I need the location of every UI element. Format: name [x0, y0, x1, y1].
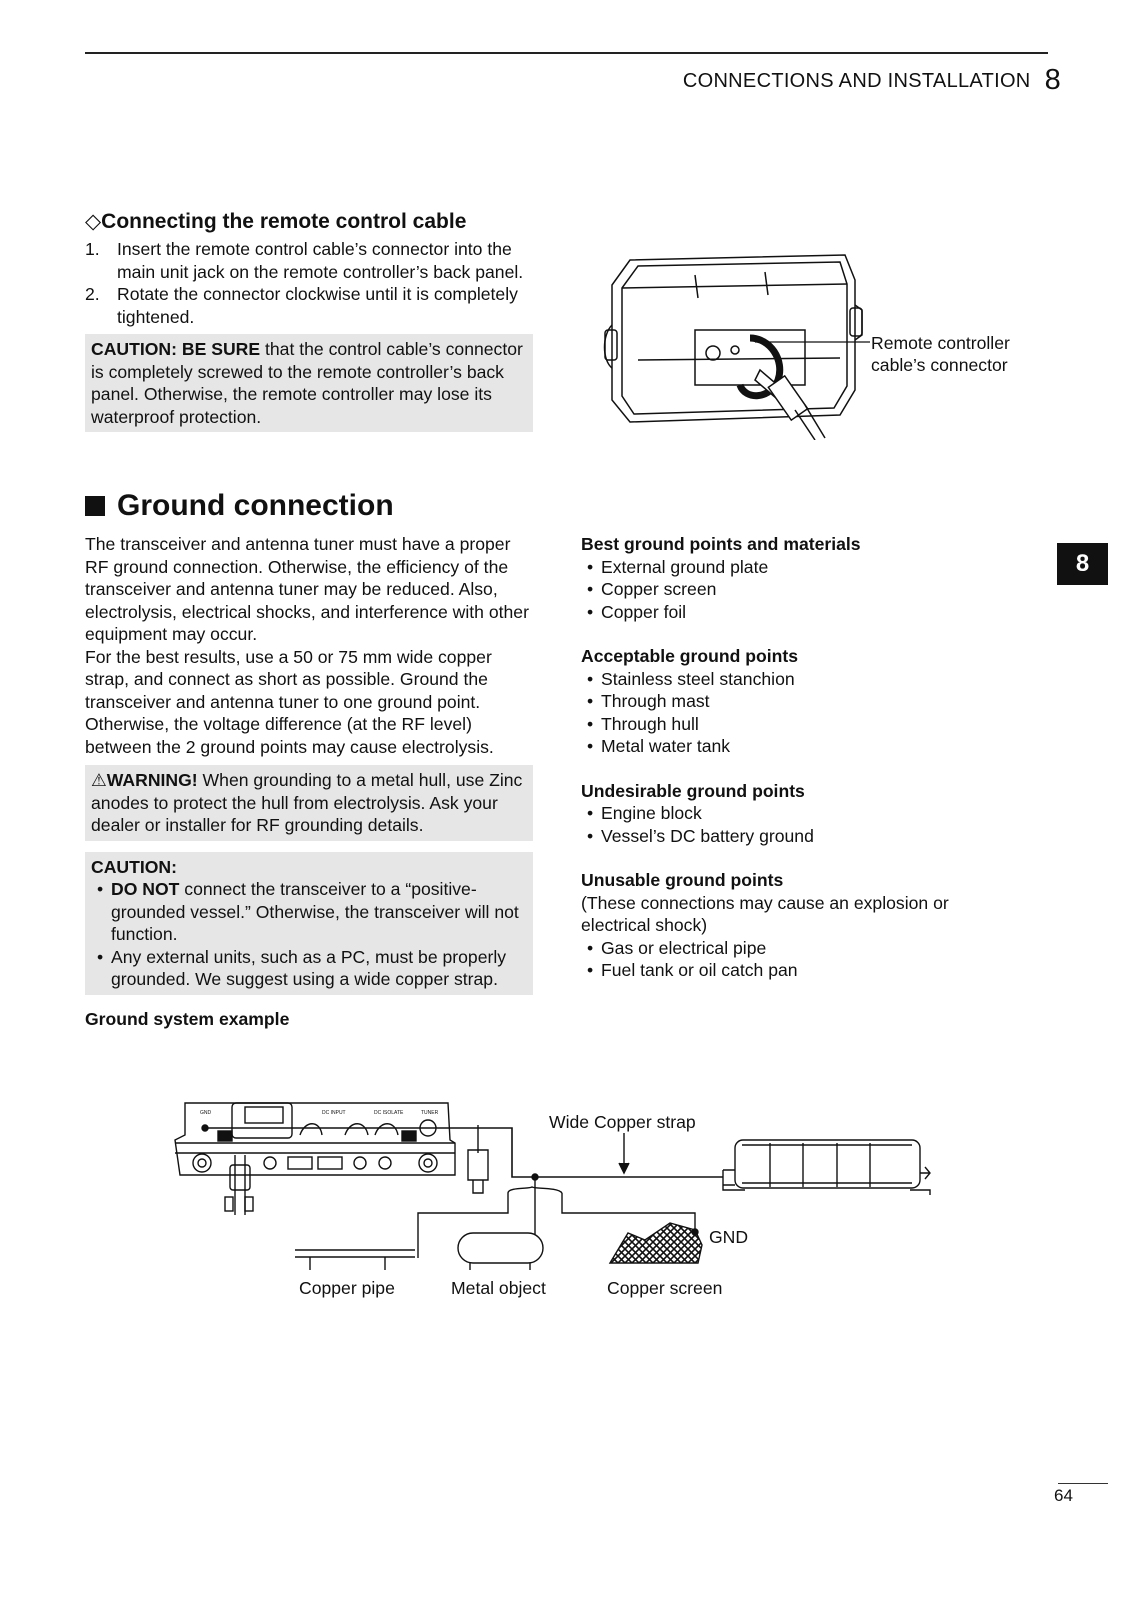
- list-item: • DO NOT connect the transceiver to a “positive-grounded vessel.” Otherwise, the transceiver will not function.: [91, 878, 527, 946]
- transceiver-unit-drawing: [175, 1103, 488, 1215]
- warning-icon: ⚠: [91, 770, 107, 790]
- copper-pipe-drawing: [295, 1250, 415, 1270]
- best-title: Best ground points and materials: [581, 534, 861, 554]
- unusable-note: (These connections may cause an explosion or electrical shock): [581, 892, 949, 935]
- list-item: • Copper foil: [581, 601, 1011, 624]
- ground-right-column: [581, 533, 1011, 982]
- list-item: • Through hull: [581, 713, 1011, 736]
- unusable-title: Unusable ground points: [581, 870, 784, 890]
- copper-screen-label: Copper screen: [607, 1278, 723, 1298]
- remote-connector-label: Remote controller cable’s connector: [871, 333, 1010, 375]
- list-item: • Stainless steel stanchion: [581, 668, 1011, 691]
- page-number: 64: [1054, 1486, 1073, 1505]
- ground-left-column: [85, 533, 535, 1030]
- ground-warning: ⚠WARNING! When grounding to a metal hull, use Zinc anodes to protect the hull from electrolysis. Ask your dealer or installer for RF grounding details.: [85, 765, 533, 841]
- list-item: • Fuel tank or oil catch pan: [581, 959, 1011, 982]
- panel-gnd-text: GND: [200, 1110, 212, 1116]
- remote-cable-steps: [85, 238, 535, 328]
- remote-cable-caution: CAUTION: BE SURE that the control cable’s connector is completely screwed to the remote controller’s back panel. Otherwise, the remote controller may lose its waterproof protection.: [85, 334, 533, 432]
- header-rule: [85, 52, 1048, 54]
- list-item: • Gas or electrical pipe: [581, 937, 1011, 960]
- undesirable-title: Undesirable ground points: [581, 780, 805, 801]
- acceptable-title: Acceptable ground points: [581, 646, 799, 666]
- undesirable-list: [581, 802, 1011, 847]
- list-item: • Any external units, such as a PC, must be properly grounded. We suggest using a wide copper strap.: [91, 946, 527, 991]
- list-item: • Copper screen: [581, 578, 1011, 601]
- acceptable-list: [581, 668, 1011, 758]
- square-bullet-icon: [85, 496, 105, 516]
- metal-object-drawing: [458, 1233, 543, 1270]
- gnd-label: GND: [709, 1227, 749, 1247]
- ground-caution: CAUTION: • DO NOT connect the transceiver to a “positive-grounded vessel.” Otherwise, the transceiver will not function. • Any external units, such as a PC, must be properly grounded. We suggest using a wide copper strap.: [85, 852, 533, 995]
- remote-cable-heading: ◇Connecting the remote control cable: [85, 210, 467, 233]
- antenna-tuner-drawing: [723, 1140, 930, 1195]
- panel-dc-input-text: DC INPUT: [322, 1110, 346, 1116]
- ground-paragraph-2: For the best results, use a 50 or 75 mm wide copper strap, and connect as short as possible. Ground the transceiver and antenna tuner to one ground point. Otherwise, the voltage difference (at the RF level) between the 2 ground points may cause electrolysis.: [85, 646, 494, 757]
- copper-pipe-label: Copper pipe: [299, 1278, 395, 1298]
- list-item: • External ground plate: [581, 556, 1011, 579]
- step-item: 1. Insert the remote control cable’s connector into the main unit jack on the remote controller’s back panel.: [85, 239, 524, 282]
- ground-caution-list: [91, 878, 527, 991]
- panel-tuner-text: TUNER: [421, 1110, 439, 1116]
- strap-label: Wide Copper strap: [549, 1112, 696, 1132]
- page-header: [683, 64, 1061, 97]
- list-item: • Engine block: [581, 802, 1011, 825]
- page-number-rule: [1058, 1483, 1108, 1484]
- copper-screen-drawing: [610, 1223, 702, 1263]
- ground-paragraph-1: The transceiver and antenna tuner must have a proper RF ground connection. Otherwise, the efficiency of the transceiver and antenna tuner may be reduced. Also, electrolysis, electrical shocks, and interference with other equipment may occur.: [85, 534, 529, 644]
- ground-heading: Ground connection: [85, 489, 394, 523]
- step-item: 2. Rotate the connector clockwise until it is completely tightened.: [85, 284, 518, 327]
- list-item: • Metal water tank: [581, 735, 1011, 758]
- header-chapter: 8: [1044, 64, 1061, 96]
- list-item: • Through mast: [581, 690, 1011, 713]
- common-ground-point: [532, 1174, 538, 1180]
- ground-example-title: Ground system example: [85, 1008, 290, 1029]
- chapter-tab[interactable]: 8: [1057, 543, 1108, 585]
- list-item: • Vessel’s DC battery ground: [581, 825, 1011, 848]
- diamond-icon: ◇: [85, 210, 102, 233]
- best-list: [581, 556, 1011, 624]
- unusable-list: [581, 937, 1011, 982]
- metal-object-label: Metal object: [451, 1278, 546, 1298]
- remote-controller-figure: [600, 250, 870, 440]
- header-title: CONNECTIONS AND INSTALLATION: [682, 70, 1031, 92]
- remote-cable-section: [85, 209, 535, 432]
- panel-dc-isolate-text: DC ISOLATE: [374, 1110, 404, 1116]
